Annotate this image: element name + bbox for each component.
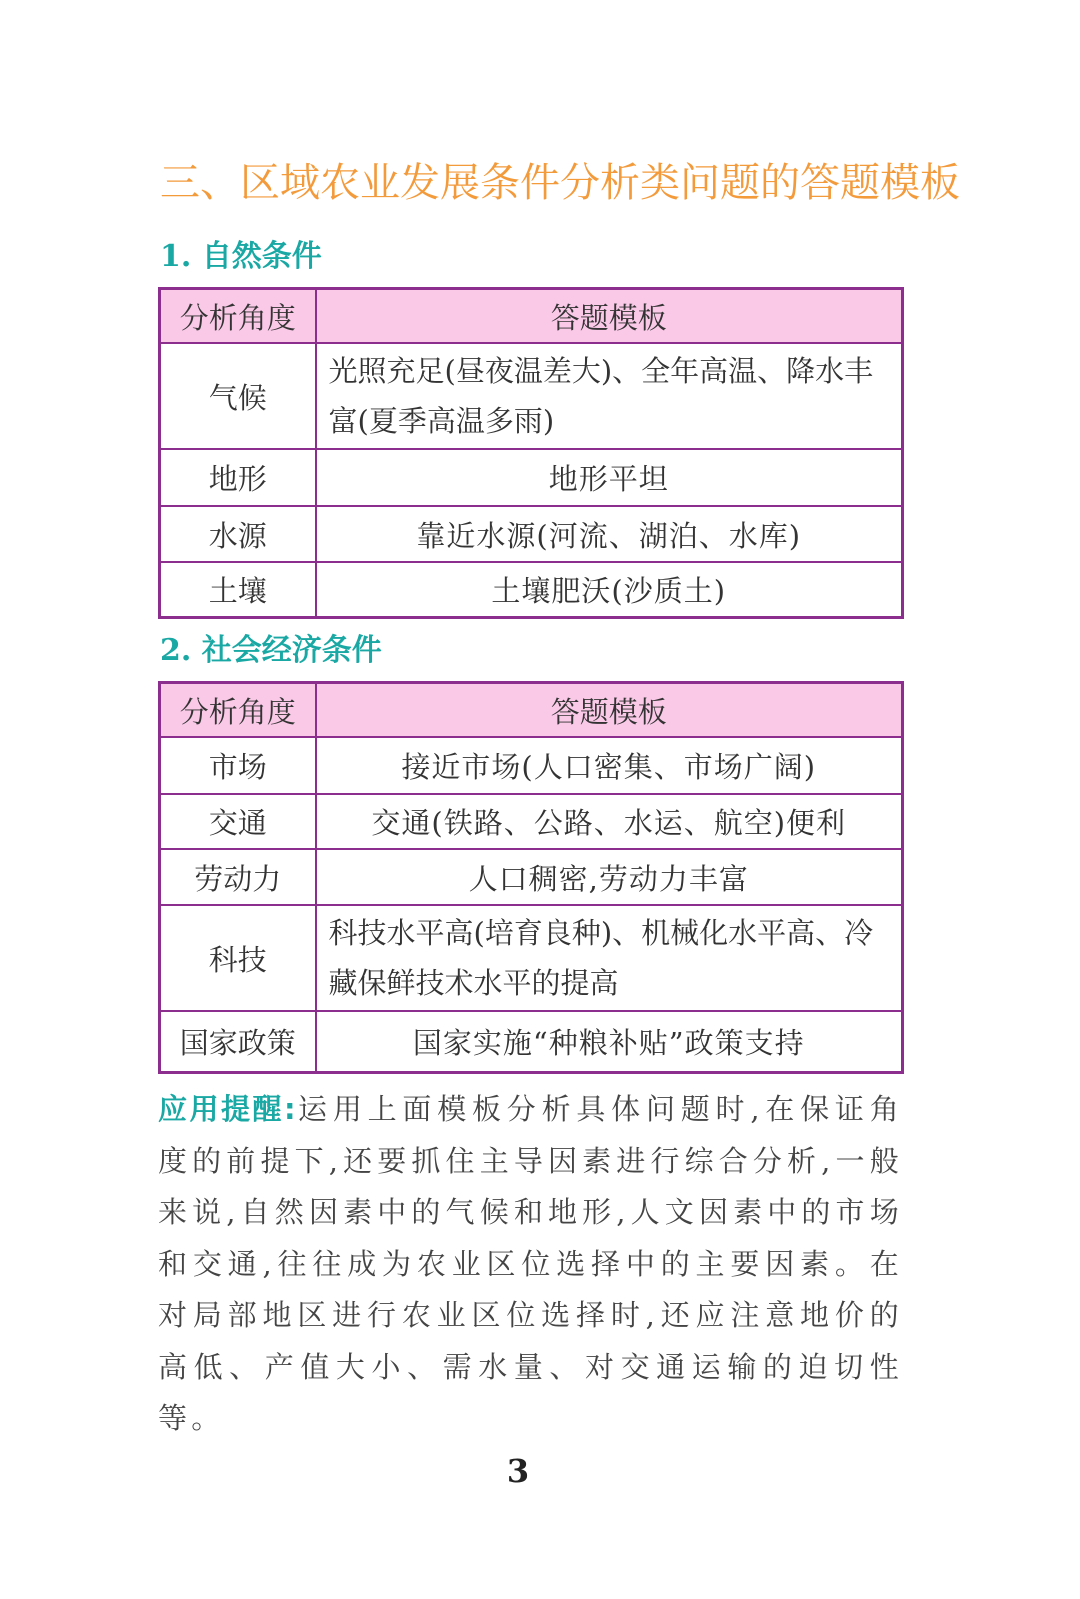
table-header-row bbox=[160, 289, 903, 344]
table-row bbox=[160, 343, 903, 449]
reminder-text: 运用上面模板分析具体问题时,在保证角度的前提下,还要抓住主导因素进行综合分析,一般来说,自然因素中的气候和地形,人文因素中的市场和交通,往往成为农业区位选择中的主要因素。在对局部地区进行农业区位选择时,还应注意地价的高低、产值大小、需水量、对交通运输的迫切性等。 bbox=[158, 1092, 903, 1435]
section-number: 2. bbox=[160, 633, 192, 668]
section-number: 1. bbox=[160, 239, 192, 274]
table-row bbox=[160, 905, 903, 1011]
template-cell: 光照充足(昼夜温差大)、全年高温、降水丰富(夏季高温多雨) bbox=[316, 343, 903, 449]
template-cell: 接近市场(人口密集、市场广阔) bbox=[316, 737, 903, 794]
table-row bbox=[160, 849, 903, 905]
aspect-cell: 地形 bbox=[160, 449, 316, 506]
table-row bbox=[160, 562, 903, 617]
page-title: 三、区域农业发展条件分析类问题的答题模板 bbox=[160, 160, 960, 206]
header-cell-template: 答题模板 bbox=[316, 289, 903, 344]
aspect-cell: 气候 bbox=[160, 343, 316, 449]
aspect-cell: 水源 bbox=[160, 506, 316, 562]
table-row bbox=[160, 449, 903, 506]
socioeconomic-conditions-table bbox=[158, 681, 904, 1074]
page-number: 3 bbox=[506, 1452, 530, 1490]
template-cell: 科技水平高(培育良种)、机械化水平高、冷藏保鲜技术水平的提高 bbox=[316, 905, 903, 1011]
application-reminder bbox=[158, 1084, 903, 1445]
table-row bbox=[160, 1011, 903, 1072]
natural-conditions-table bbox=[158, 287, 904, 619]
template-cell: 土壤肥沃(沙质土) bbox=[316, 562, 903, 617]
table-row bbox=[160, 737, 903, 794]
aspect-cell: 土壤 bbox=[160, 562, 316, 617]
reminder-label: 应用提醒: bbox=[158, 1092, 297, 1126]
section-heading-socioeconomic bbox=[160, 631, 382, 671]
aspect-cell: 科技 bbox=[160, 905, 316, 1011]
table-row bbox=[160, 794, 903, 849]
table-row bbox=[160, 506, 903, 562]
header-cell-aspect: 分析角度 bbox=[160, 683, 316, 738]
section-heading-natural bbox=[160, 237, 322, 277]
template-cell: 靠近水源(河流、湖泊、水库) bbox=[316, 506, 903, 562]
header-cell-aspect: 分析角度 bbox=[160, 289, 316, 344]
template-cell: 地形平坦 bbox=[316, 449, 903, 506]
aspect-cell: 交通 bbox=[160, 794, 316, 849]
aspect-cell: 国家政策 bbox=[160, 1011, 316, 1072]
section-heading-text: 社会经济条件 bbox=[201, 633, 382, 668]
table-header-row bbox=[160, 683, 903, 738]
aspect-cell: 劳动力 bbox=[160, 849, 316, 905]
aspect-cell: 市场 bbox=[160, 737, 316, 794]
template-cell: 人口稠密,劳动力丰富 bbox=[316, 849, 903, 905]
template-cell: 国家实施“种粮补贴”政策支持 bbox=[316, 1011, 903, 1072]
section-heading-text: 自然条件 bbox=[201, 239, 322, 274]
header-cell-template: 答题模板 bbox=[316, 683, 903, 738]
template-cell: 交通(铁路、公路、水运、航空)便利 bbox=[316, 794, 903, 849]
